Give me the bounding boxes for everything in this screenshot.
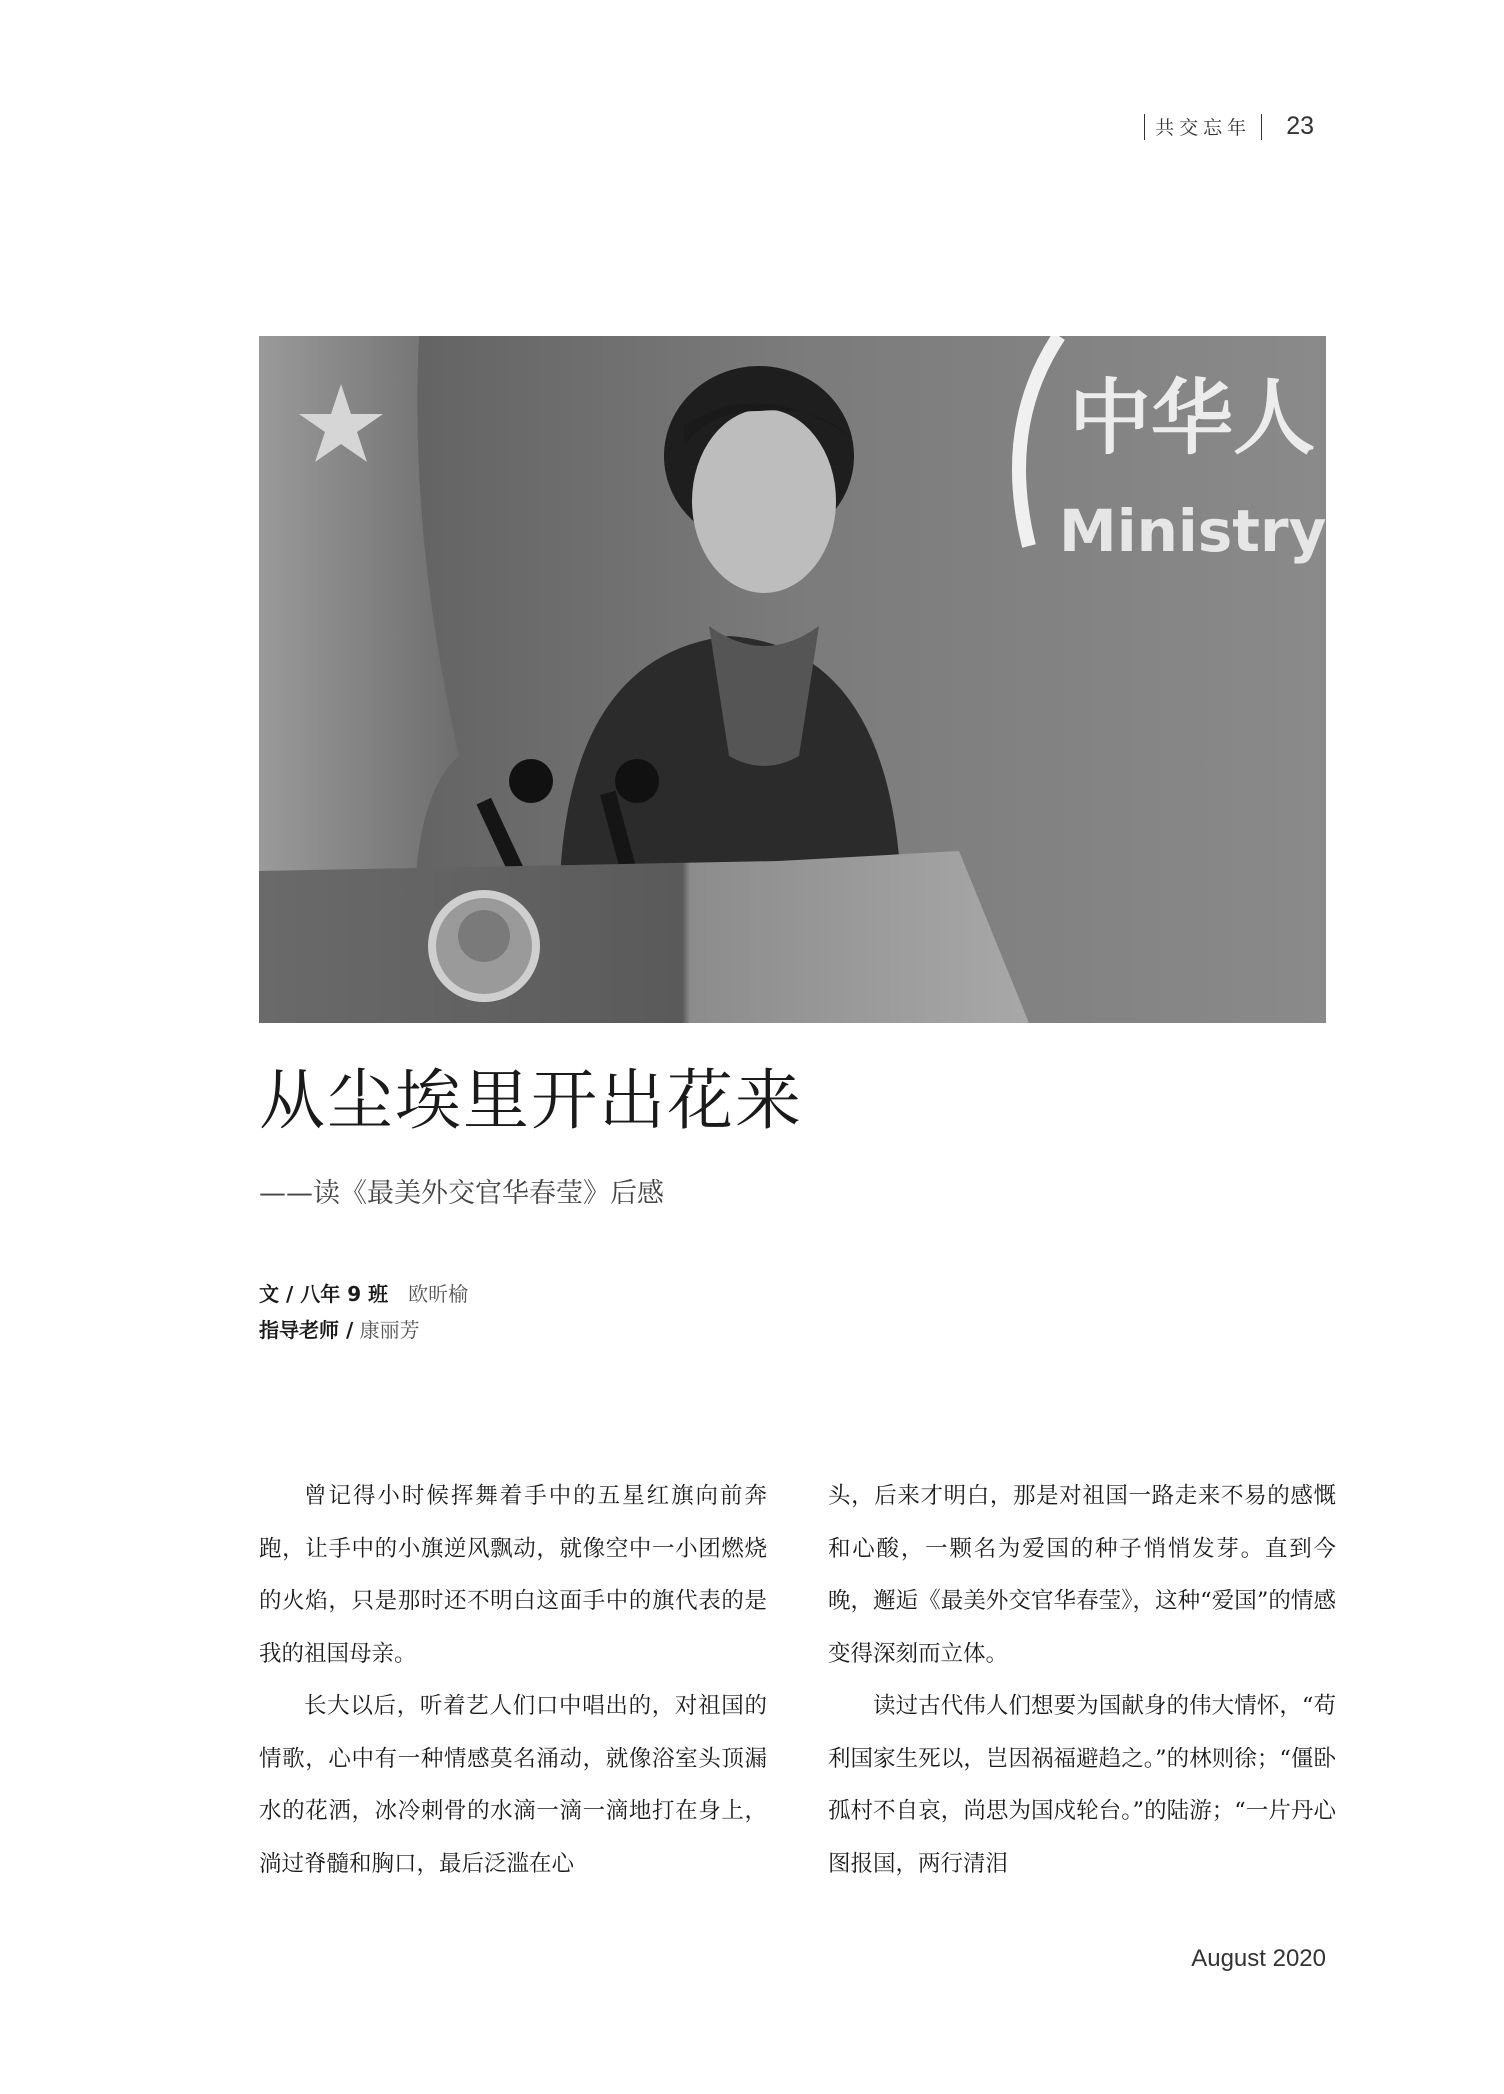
byline	[259, 1276, 468, 1348]
section-name: 共交忘年	[1155, 117, 1252, 139]
backdrop-text-cn: 中华人	[1069, 371, 1316, 466]
author-line	[259, 1276, 468, 1312]
teacher-label: 指导老师 /	[259, 1318, 354, 1342]
header-divider	[1261, 114, 1262, 140]
paragraph: 长大以后，听着艺人们口中唱出的，对祖国的情歌，心中有一种情感莫名涌动，就像浴室头顶漏水的花洒，冰冷刺骨的水滴一滴一滴地打在身上，淌过脊髓和胸口，最后泛滥在心	[259, 1693, 767, 1877]
teacher-name: 康丽芳	[359, 1318, 420, 1342]
article-title: 从尘埃里开出花来	[259, 1062, 803, 1139]
body-column-left	[259, 1470, 767, 1890]
article-photo	[259, 336, 1326, 1023]
paragraph: 曾记得小时候挥舞着手中的五星红旗向前奔跑，让手中的小旗逆风飘动，就像空中一小团燃烧的火焰，只是那时还不明白这面手中的旗代表的是我的祖国母亲。	[259, 1483, 767, 1667]
body-column-right	[828, 1470, 1336, 1890]
paragraph: 读过古代伟人们想要为国献身的伟大情怀，“苟利国家生死以，岂因祸福避趋之。”的林则徐；“僵卧孤村不自哀，尚思为国戍轮台。”的陆游；“一片丹心图报国，两行清泪	[828, 1693, 1336, 1877]
header-divider	[1144, 114, 1145, 140]
paragraph: 头，后来才明白，那是对祖国一路走来不易的感慨和心酸，一颗名为爱国的种子悄悄发芽。直到今晚，邂逅《最美外交官华春莹》，这种“爱国”的情感变得深刻而立体。	[828, 1483, 1336, 1667]
page-number: 23	[1286, 112, 1314, 140]
issue-date: August 2020	[1191, 1945, 1326, 1972]
article-subtitle: ——读《最美外交官华春莹》后感	[259, 1178, 664, 1209]
running-head	[1134, 112, 1314, 141]
author-label: 文 / 八年 9 班	[259, 1282, 389, 1306]
backdrop-text-en: Ministry	[1059, 497, 1326, 565]
teacher-line	[259, 1312, 468, 1348]
author-name: 欧昕榆	[408, 1282, 469, 1306]
